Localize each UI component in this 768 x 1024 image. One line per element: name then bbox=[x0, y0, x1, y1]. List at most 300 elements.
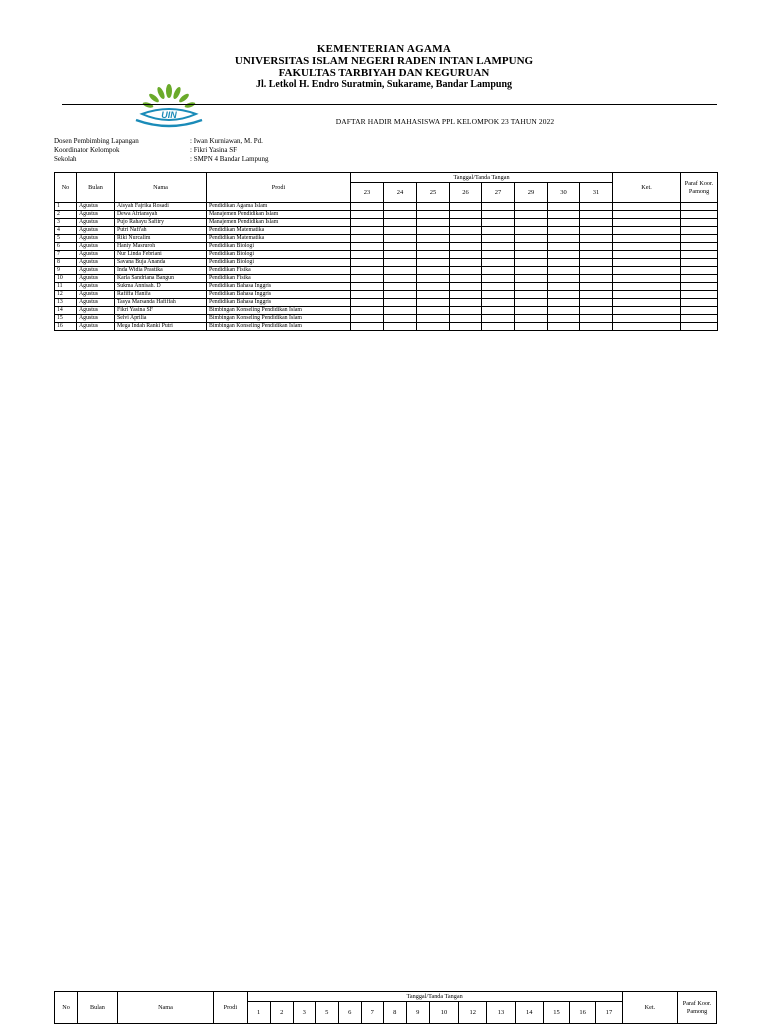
info-row-dosen bbox=[54, 137, 269, 146]
signature-cell bbox=[580, 219, 613, 227]
letterhead-faculty: FAKULTAS TARBIYAH DAN KEGURUAN bbox=[278, 67, 490, 79]
signature-cell bbox=[417, 259, 450, 267]
col-header-nama: Nama bbox=[115, 173, 207, 203]
cell-nama: Aisyah Fajrika Rosadi bbox=[115, 203, 207, 211]
day-header: 26 bbox=[450, 183, 482, 203]
signature-cell bbox=[613, 291, 681, 299]
signature-cell bbox=[450, 259, 482, 267]
signature-cell bbox=[351, 299, 384, 307]
signature-cell bbox=[548, 307, 580, 315]
cell-prodi: Pendidikan Fisika bbox=[207, 275, 351, 283]
signature-cell bbox=[548, 211, 580, 219]
signature-cell bbox=[351, 259, 384, 267]
signature-cell bbox=[417, 227, 450, 235]
day-header: 8 bbox=[383, 1002, 406, 1024]
signature-cell bbox=[548, 283, 580, 291]
signature-cell bbox=[681, 323, 718, 331]
signature-cell bbox=[450, 323, 482, 331]
signature-cell bbox=[417, 251, 450, 259]
signature-cell bbox=[681, 259, 718, 267]
col-header-bulan: Bulan bbox=[78, 992, 118, 1024]
cell-prodi: Pendidikan Biologi bbox=[207, 243, 351, 251]
table-row bbox=[55, 275, 718, 283]
info-row-sekolah bbox=[54, 155, 269, 164]
signature-cell bbox=[384, 203, 417, 211]
col-header-paraf: Paraf Koor. Pamong bbox=[678, 992, 717, 1024]
info-row-koordinator bbox=[54, 146, 269, 155]
day-header: 7 bbox=[361, 1002, 383, 1024]
signature-cell bbox=[613, 299, 681, 307]
signature-cell bbox=[548, 243, 580, 251]
signature-cell bbox=[681, 211, 718, 219]
signature-cell bbox=[482, 299, 515, 307]
day-header: 24 bbox=[384, 183, 417, 203]
signature-cell bbox=[580, 259, 613, 267]
signature-cell bbox=[548, 203, 580, 211]
signature-cell bbox=[580, 275, 613, 283]
table-row bbox=[55, 203, 718, 211]
letterhead-university: UNIVERSITAS ISLAM NEGERI RADEN INTAN LAMPUNG bbox=[234, 55, 534, 67]
signature-cell bbox=[515, 267, 548, 275]
signature-cell bbox=[681, 299, 718, 307]
signature-cell bbox=[482, 275, 515, 283]
day-header: 5 bbox=[315, 1002, 338, 1024]
signature-cell bbox=[482, 203, 515, 211]
day-header: 27 bbox=[482, 183, 515, 203]
signature-cell bbox=[613, 323, 681, 331]
table-row bbox=[55, 235, 718, 243]
signature-cell bbox=[417, 211, 450, 219]
signature-cell bbox=[450, 291, 482, 299]
signature-cell bbox=[450, 307, 482, 315]
signature-cell bbox=[450, 243, 482, 251]
dosen-label: Dosen Pembimbing Lapangan bbox=[54, 137, 139, 145]
signature-cell bbox=[515, 275, 548, 283]
signature-cell bbox=[613, 259, 681, 267]
signature-cell bbox=[482, 283, 515, 291]
dosen-value: : Iwan Kurniawan, M. Pd. bbox=[190, 137, 263, 145]
cell-prodi: Pendidikan Matematika bbox=[207, 227, 351, 235]
signature-cell bbox=[580, 251, 613, 259]
signature-cell bbox=[681, 267, 718, 275]
signature-cell bbox=[515, 259, 548, 267]
table-row bbox=[55, 243, 718, 251]
signature-cell bbox=[482, 315, 515, 323]
signature-cell bbox=[417, 283, 450, 291]
cell-nama: Sukma Annisah. D bbox=[115, 283, 207, 291]
signature-cell bbox=[548, 219, 580, 227]
signature-cell bbox=[681, 227, 718, 235]
signature-cell bbox=[515, 203, 548, 211]
table-row bbox=[55, 211, 718, 219]
signature-cell bbox=[613, 275, 681, 283]
cell-nama: Pujo Rahayu Safitry bbox=[115, 219, 207, 227]
koordinator-value: : Fikri Yasina SF bbox=[190, 146, 238, 154]
signature-cell bbox=[450, 203, 482, 211]
signature-cell bbox=[384, 259, 417, 267]
cell-prodi: Bimbingan Konseling Pendidikan Islam bbox=[207, 307, 351, 315]
signature-cell bbox=[681, 283, 718, 291]
signature-cell bbox=[613, 267, 681, 275]
signature-cell bbox=[351, 235, 384, 243]
table-row bbox=[55, 219, 718, 227]
signature-cell bbox=[515, 283, 548, 291]
signature-cell bbox=[613, 211, 681, 219]
signature-cell bbox=[351, 203, 384, 211]
table-header-row bbox=[55, 173, 718, 183]
cell-no: 11 bbox=[55, 283, 77, 291]
signature-cell bbox=[450, 251, 482, 259]
day-header: 3 bbox=[293, 1002, 315, 1024]
signature-cell bbox=[515, 307, 548, 315]
signature-cell bbox=[681, 291, 718, 299]
cell-bulan: Agustus bbox=[77, 307, 115, 315]
table-row bbox=[55, 227, 718, 235]
signature-cell bbox=[613, 219, 681, 227]
signature-cell bbox=[580, 291, 613, 299]
day-header: 12 bbox=[459, 1002, 487, 1024]
signature-cell bbox=[548, 275, 580, 283]
cell-bulan: Agustus bbox=[77, 323, 115, 331]
cell-prodi: Pendidikan Biologi bbox=[207, 259, 351, 267]
cell-bulan: Agustus bbox=[77, 259, 115, 267]
table-row bbox=[55, 315, 718, 323]
signature-cell bbox=[681, 235, 718, 243]
signature-cell bbox=[351, 243, 384, 251]
day-header: 6 bbox=[338, 1002, 361, 1024]
signature-cell bbox=[515, 291, 548, 299]
cell-bulan: Agustus bbox=[77, 243, 115, 251]
signature-cell bbox=[548, 227, 580, 235]
cell-bulan: Agustus bbox=[77, 235, 115, 243]
day-header: 30 bbox=[548, 183, 580, 203]
cell-bulan: Agustus bbox=[77, 275, 115, 283]
table-row bbox=[55, 299, 718, 307]
document-title: DAFTAR HADIR MAHASISWA PPL KELOMPOK 23 TAHUN 2022 bbox=[335, 117, 555, 126]
signature-cell bbox=[548, 235, 580, 243]
signature-cell bbox=[681, 315, 718, 323]
cell-no: 2 bbox=[55, 211, 77, 219]
attendance-table-page2 bbox=[54, 991, 717, 1024]
col-header-tanggal: Tanggal/Tanda Tangan bbox=[247, 992, 622, 1002]
cell-no: 13 bbox=[55, 299, 77, 307]
day-header: 13 bbox=[487, 1002, 515, 1024]
signature-cell bbox=[548, 323, 580, 331]
signature-cell bbox=[384, 275, 417, 283]
day-header: 10 bbox=[429, 1002, 458, 1024]
signature-cell bbox=[384, 315, 417, 323]
signature-cell bbox=[515, 315, 548, 323]
signature-cell bbox=[450, 211, 482, 219]
signature-cell bbox=[384, 211, 417, 219]
letterhead bbox=[0, 43, 768, 91]
cell-nama: Riki Nurcalim bbox=[115, 235, 207, 243]
letterhead-address: Jl. Letkol H. Endro Suratmin, Sukarame, Bandar Lampung bbox=[255, 79, 513, 90]
signature-cell bbox=[450, 299, 482, 307]
signature-cell bbox=[482, 251, 515, 259]
signature-cell bbox=[450, 227, 482, 235]
cell-prodi: Pendidikan Matematika bbox=[207, 235, 351, 243]
cell-nama: Selvi Aprilia bbox=[115, 315, 207, 323]
col-header-no: No bbox=[55, 173, 77, 203]
signature-cell bbox=[417, 219, 450, 227]
cell-prodi: Bimbingan Konseling Pendidikan Islam bbox=[207, 323, 351, 331]
signature-cell bbox=[482, 211, 515, 219]
cell-bulan: Agustus bbox=[77, 211, 115, 219]
cell-nama: Dewa Afriansyah bbox=[115, 211, 207, 219]
signature-cell bbox=[681, 251, 718, 259]
cell-prodi: Pendidikan Agama Islam bbox=[207, 203, 351, 211]
cell-no: 8 bbox=[55, 259, 77, 267]
signature-cell bbox=[515, 323, 548, 331]
signature-cell bbox=[384, 251, 417, 259]
cell-no: 7 bbox=[55, 251, 77, 259]
sekolah-label: Sekolah bbox=[54, 155, 77, 163]
signature-cell bbox=[482, 235, 515, 243]
signature-cell bbox=[450, 283, 482, 291]
signature-cell bbox=[351, 283, 384, 291]
signature-cell bbox=[482, 219, 515, 227]
signature-cell bbox=[580, 267, 613, 275]
day-header: 1 bbox=[247, 1002, 270, 1024]
signature-cell bbox=[384, 219, 417, 227]
signature-cell bbox=[580, 211, 613, 219]
day-header: 14 bbox=[515, 1002, 543, 1024]
cell-nama: Mega Indah Ranki Putri bbox=[115, 323, 207, 331]
signature-cell bbox=[681, 219, 718, 227]
cell-prodi: Pendidikan Bahasa Inggris bbox=[207, 283, 351, 291]
col-header-ket: Ket. bbox=[613, 173, 681, 203]
info-block bbox=[54, 137, 269, 164]
signature-cell bbox=[548, 315, 580, 323]
cell-nama: Putri Nafi'ah bbox=[115, 227, 207, 235]
koordinator-label: Koordinator Kelompok bbox=[54, 146, 120, 154]
signature-cell bbox=[417, 235, 450, 243]
signature-cell bbox=[515, 243, 548, 251]
signature-cell bbox=[482, 291, 515, 299]
signature-cell bbox=[417, 291, 450, 299]
table2-header-row bbox=[55, 992, 717, 1002]
signature-cell bbox=[548, 299, 580, 307]
signature-cell bbox=[681, 307, 718, 315]
col-header-paraf: Paraf Koor. Pamong bbox=[681, 173, 718, 203]
cell-nama: Haniy Masruroh bbox=[115, 243, 207, 251]
signature-cell bbox=[384, 267, 417, 275]
table-row bbox=[55, 323, 718, 331]
logo-lettering: UIN bbox=[161, 110, 177, 120]
signature-cell bbox=[515, 251, 548, 259]
day-header: 31 bbox=[580, 183, 613, 203]
signature-cell bbox=[681, 203, 718, 211]
signature-cell bbox=[384, 291, 417, 299]
signature-cell bbox=[580, 235, 613, 243]
cell-bulan: Agustus bbox=[77, 251, 115, 259]
table-row bbox=[55, 283, 718, 291]
signature-cell bbox=[580, 299, 613, 307]
attendance-table bbox=[54, 172, 718, 331]
col-header-prodi: Prodi bbox=[214, 992, 248, 1024]
signature-cell bbox=[417, 267, 450, 275]
signature-cell bbox=[613, 315, 681, 323]
cell-bulan: Agustus bbox=[77, 291, 115, 299]
signature-cell bbox=[384, 235, 417, 243]
signature-cell bbox=[450, 267, 482, 275]
day-header: 23 bbox=[351, 183, 384, 203]
col-header-bulan: Bulan bbox=[77, 173, 115, 203]
cell-prodi: Pendidikan Bahasa Inggris bbox=[207, 291, 351, 299]
cell-no: 14 bbox=[55, 307, 77, 315]
cell-no: 9 bbox=[55, 267, 77, 275]
cell-no: 6 bbox=[55, 243, 77, 251]
signature-cell bbox=[351, 219, 384, 227]
letterhead-ministry: KEMENTERIAN AGAMA bbox=[316, 43, 452, 55]
sekolah-value: : SMPN 4 Bandar Lampung bbox=[190, 155, 269, 163]
cell-bulan: Agustus bbox=[77, 219, 115, 227]
signature-cell bbox=[351, 323, 384, 331]
col-header-nama: Nama bbox=[117, 992, 213, 1024]
cell-no: 4 bbox=[55, 227, 77, 235]
cell-nama: Inda Widia Prastika bbox=[115, 267, 207, 275]
signature-cell bbox=[482, 259, 515, 267]
cell-bulan: Agustus bbox=[77, 227, 115, 235]
signature-cell bbox=[450, 275, 482, 283]
cell-bulan: Agustus bbox=[77, 315, 115, 323]
day-header: 15 bbox=[543, 1002, 569, 1024]
signature-cell bbox=[515, 211, 548, 219]
signature-cell bbox=[417, 315, 450, 323]
cell-no: 5 bbox=[55, 235, 77, 243]
signature-cell bbox=[351, 267, 384, 275]
signature-cell bbox=[548, 259, 580, 267]
col-header-tanggal: Tanggal/Tanda Tangan bbox=[351, 173, 613, 183]
signature-cell bbox=[580, 323, 613, 331]
cell-bulan: Agustus bbox=[77, 299, 115, 307]
signature-cell bbox=[417, 307, 450, 315]
day-header: 25 bbox=[417, 183, 450, 203]
cell-prodi: Manajemen Pendidikan Islam bbox=[207, 219, 351, 227]
cell-nama: Karla Sandriana Bangun bbox=[115, 275, 207, 283]
signature-cell bbox=[613, 227, 681, 235]
signature-cell bbox=[681, 275, 718, 283]
signature-cell bbox=[351, 315, 384, 323]
signature-cell bbox=[548, 267, 580, 275]
cell-nama: Tasya Marsanda Hafiffah bbox=[115, 299, 207, 307]
signature-cell bbox=[613, 307, 681, 315]
signature-cell bbox=[450, 315, 482, 323]
signature-cell bbox=[482, 323, 515, 331]
cell-prodi: Manajemen Pendidikan Islam bbox=[207, 211, 351, 219]
signature-cell bbox=[613, 243, 681, 251]
signature-cell bbox=[580, 283, 613, 291]
signature-cell bbox=[384, 307, 417, 315]
signature-cell bbox=[351, 291, 384, 299]
attendance-table-body bbox=[55, 203, 718, 331]
cell-prodi: Pendidikan Fisika bbox=[207, 267, 351, 275]
cell-prodi: Bimbingan Konseling Pendidikan Islam bbox=[207, 315, 351, 323]
signature-cell bbox=[515, 235, 548, 243]
signature-cell bbox=[351, 227, 384, 235]
signature-cell bbox=[613, 203, 681, 211]
cell-nama: Savana Buja Ananda bbox=[115, 259, 207, 267]
signature-cell bbox=[613, 283, 681, 291]
signature-cell bbox=[417, 275, 450, 283]
signature-cell bbox=[384, 323, 417, 331]
cell-no: 12 bbox=[55, 291, 77, 299]
cell-prodi: Pendidikan Bahasa Inggris bbox=[207, 299, 351, 307]
signature-cell bbox=[351, 275, 384, 283]
signature-cell bbox=[482, 243, 515, 251]
cell-nama: Rafiffa Hanifa bbox=[115, 291, 207, 299]
signature-cell bbox=[417, 299, 450, 307]
day-header: 9 bbox=[406, 1002, 429, 1024]
cell-no: 10 bbox=[55, 275, 77, 283]
table-row bbox=[55, 251, 718, 259]
day-header: 2 bbox=[270, 1002, 293, 1024]
table-row bbox=[55, 291, 718, 299]
signature-cell bbox=[450, 235, 482, 243]
signature-cell bbox=[384, 283, 417, 291]
signature-cell bbox=[681, 243, 718, 251]
cell-prodi: Pendidikan Biologi bbox=[207, 251, 351, 259]
signature-cell bbox=[482, 267, 515, 275]
cell-bulan: Agustus bbox=[77, 203, 115, 211]
signature-cell bbox=[580, 307, 613, 315]
signature-cell bbox=[515, 299, 548, 307]
signature-cell bbox=[580, 243, 613, 251]
signature-cell bbox=[548, 251, 580, 259]
signature-cell bbox=[417, 323, 450, 331]
signature-cell bbox=[384, 243, 417, 251]
cell-nama: Fikri Yasina SF bbox=[115, 307, 207, 315]
signature-cell bbox=[384, 299, 417, 307]
signature-cell bbox=[580, 203, 613, 211]
day-header: 17 bbox=[596, 1002, 622, 1024]
signature-cell bbox=[515, 227, 548, 235]
signature-cell bbox=[417, 243, 450, 251]
signature-cell bbox=[351, 251, 384, 259]
signature-cell bbox=[351, 307, 384, 315]
cell-nama: Nur Linda Febriani bbox=[115, 251, 207, 259]
table-row bbox=[55, 307, 718, 315]
signature-cell bbox=[417, 203, 450, 211]
cell-no: 1 bbox=[55, 203, 77, 211]
day-header: 16 bbox=[570, 1002, 596, 1024]
signature-cell bbox=[613, 235, 681, 243]
signature-cell bbox=[580, 227, 613, 235]
signature-cell bbox=[450, 219, 482, 227]
signature-cell bbox=[351, 211, 384, 219]
signature-cell bbox=[613, 251, 681, 259]
cell-no: 15 bbox=[55, 315, 77, 323]
table-row bbox=[55, 259, 718, 267]
cell-no: 16 bbox=[55, 323, 77, 331]
cell-bulan: Agustus bbox=[77, 283, 115, 291]
signature-cell bbox=[580, 315, 613, 323]
signature-cell bbox=[548, 291, 580, 299]
col-header-no: No bbox=[55, 992, 78, 1024]
signature-cell bbox=[515, 219, 548, 227]
signature-cell bbox=[384, 227, 417, 235]
signature-cell bbox=[482, 307, 515, 315]
cell-no: 3 bbox=[55, 219, 77, 227]
table-row bbox=[55, 267, 718, 275]
col-header-ket: Ket. bbox=[622, 992, 677, 1024]
letterhead-divider bbox=[62, 104, 717, 105]
cell-bulan: Agustus bbox=[77, 267, 115, 275]
signature-cell bbox=[482, 227, 515, 235]
day-header: 29 bbox=[515, 183, 548, 203]
col-header-prodi: Prodi bbox=[207, 173, 351, 203]
